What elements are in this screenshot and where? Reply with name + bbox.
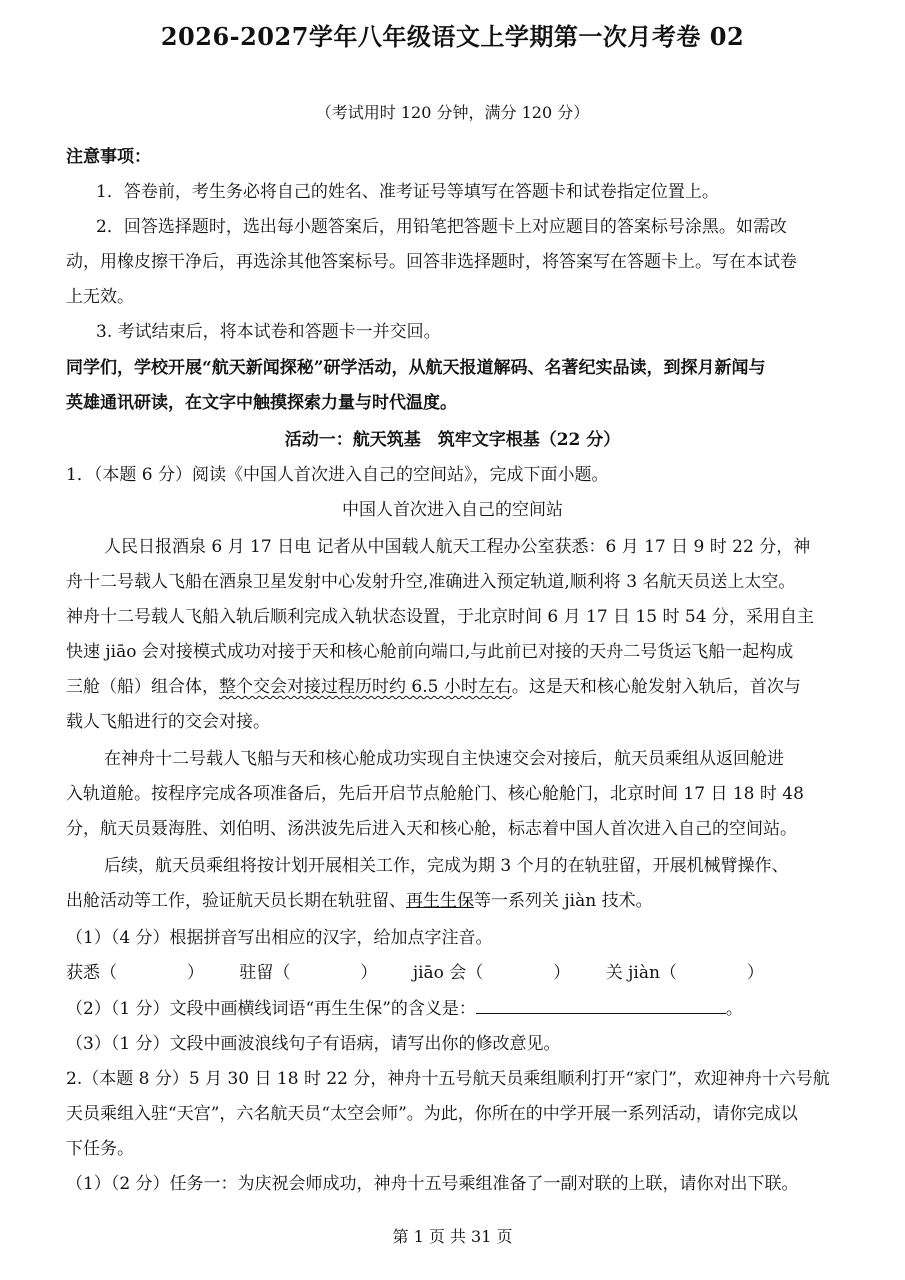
pinyin-item-4-close: ） — [746, 963, 764, 983]
question-2-line-1: 2.（本题 8 分）5 月 30 日 18 时 22 分，神舟十五号航天员乘组顺利打开“家门”，欢迎神舟十六号航 — [66, 1069, 830, 1089]
article-p1-line-3: 神舟十二号载人飞船入轨后顺利完成入轨状态设置，于北京时间 6 月 17 日 15 时 54 分，采用自主 — [66, 607, 814, 627]
article-p3-line-2 — [66, 890, 653, 912]
q1-sub-2-text: （2）（1 分）文段中画横线词语“再生生保”的含义是： — [66, 999, 476, 1019]
q1-sub-2-end: 。 — [725, 999, 743, 1019]
article-p1-line-6: 载人飞船进行的交会对接。 — [66, 712, 270, 732]
underlined-term: 再生生保 — [406, 891, 474, 911]
article-p1-line-5 — [66, 676, 801, 698]
article-p3-line-2-end: 等一系列关 jiàn 技术。 — [474, 891, 653, 911]
answer-blank-line[interactable] — [476, 999, 726, 1014]
article-p1-line-5-start: 三舱（船）组合体， — [66, 677, 219, 697]
pinyin-item-3-label: jiāo 会（ — [412, 963, 484, 983]
page-title: 2026-2027学年八年级语文上学期第一次月考卷 02 — [160, 22, 745, 51]
pinyin-item-1-close: ） — [187, 963, 204, 983]
article-p1-line-5-end: 。这是天和核心舱发射入轨后，首次与 — [511, 677, 801, 697]
pinyin-item-1-label: 获悉（ — [66, 963, 117, 983]
intro-line-1: 同学们，学校开展“航天新闻探秘”研学活动，从航天报道解码、名著纪实品读，到探月新闻与 — [66, 358, 766, 378]
article-title: 中国人首次进入自己的空间站 — [342, 500, 563, 520]
article-p2-line-1: 在神舟十二号载人飞船与天和核心舱成功实现自主快速交会对接后，航天员乘组从返回舱进 — [104, 749, 784, 769]
page-footer: 第 1 页 共 31 页 — [392, 1227, 513, 1246]
activity-1-heading: 活动一：航天筑基 筑牢文字根基（22 分） — [284, 430, 621, 450]
exam-duration-note: （考试用时 120 分钟，满分 120 分） — [315, 103, 590, 122]
pinyin-item-2-label: 驻留（ — [239, 963, 291, 983]
article-p1-line-4: 快速 jiāo 会对接模式成功对接于天和核心舱前向端口,与此前已对接的天舟二号货运飞船一起构成 — [66, 642, 794, 662]
q1-sub-1-answer-row — [66, 962, 764, 984]
article-p2-line-2: 入轨道舱。按程序完成各项准备后，先后开启节点舱舱门、核心舱舱门，北京时间 17 日 18 时 48 — [66, 784, 804, 804]
question-2-line-3: 下任务。 — [66, 1139, 134, 1159]
article-p2-line-3: 分，航天员聂海胜、刘伯明、汤洪波先后进入天和核心舱，标志着中国人首次进入自己的空间站。 — [66, 819, 797, 839]
article-p3-line-1: 后续，航天员乘组将按计划开展相关工作，完成为期 3 个月的在轨驻留，开展机械臂操作、 — [104, 856, 789, 876]
pinyin-item-4-label: 关 jiàn（ — [605, 963, 677, 983]
q2-sub-1: （1）（2 分）任务一：为庆祝会师成功，神舟十五号乘组准备了一副对联的上联，请你对出下联。 — [66, 1174, 799, 1194]
pinyin-item-3-close: ） — [553, 963, 571, 983]
article-p1-line-2: 舟十二号载人飞船在酒泉卫星发射中心发射升空,准确进入预定轨道,顺利将 3 名航天员送上太空。 — [66, 572, 796, 592]
notice-item-1: 1．答卷前，考生务必将自己的姓名、准考证号等填写在答题卡和试卷指定位置上。 — [96, 182, 719, 202]
intro-line-2: 英雄通讯研读，在文字中触摸探索力量与时代温度。 — [66, 393, 457, 413]
question-1-stem: 1．（本题 6 分）阅读《中国人首次进入自己的空间站》，完成下面小题。 — [66, 465, 609, 485]
article-p3-line-2-start: 出舱活动等工作，验证航天员长期在轨驻留、 — [66, 891, 406, 911]
notice-item-2-line-1: 2．回答选择题时，选出每小题答案后，用铅笔把答题卡上对应题目的答案标号涂黑。如需改 — [96, 217, 787, 237]
notice-heading: 注意事项： — [66, 147, 151, 167]
q1-sub-3: （3）（1 分）文段中画波浪线句子有语病，请写出你的修改意见。 — [66, 1034, 561, 1054]
notice-item-3: 3. 考试结束后，将本试卷和答题卡一并交回。 — [96, 322, 441, 342]
article-p1-line-1: 人民日报酒泉 6 月 17 日电 记者从中国载人航天工程办公室获悉：6 月 17 日 9 时 22 分，神 — [104, 537, 811, 557]
notice-item-2-line-2: 动，用橡皮擦干净后，再选涂其他答案标号。回答非选择题时，将答案写在答题卡上。写在本试卷 — [66, 252, 797, 272]
notice-item-2-line-3: 上无效。 — [66, 287, 134, 307]
wavy-underlined-sentence: 整个交会对接过程历时约 6.5 小时左右 — [219, 677, 512, 697]
q1-sub-1: （1）（4 分）根据拼音写出相应的汉字，给加点字注音。 — [66, 928, 493, 948]
q1-sub-2 — [66, 998, 743, 1020]
pinyin-item-2-close: ） — [360, 963, 378, 983]
question-2-line-2: 天员乘组入驻“天宫”，六名航天员“太空会师”。为此，你所在的中学开展一系列活动，请你完成以 — [66, 1104, 798, 1124]
